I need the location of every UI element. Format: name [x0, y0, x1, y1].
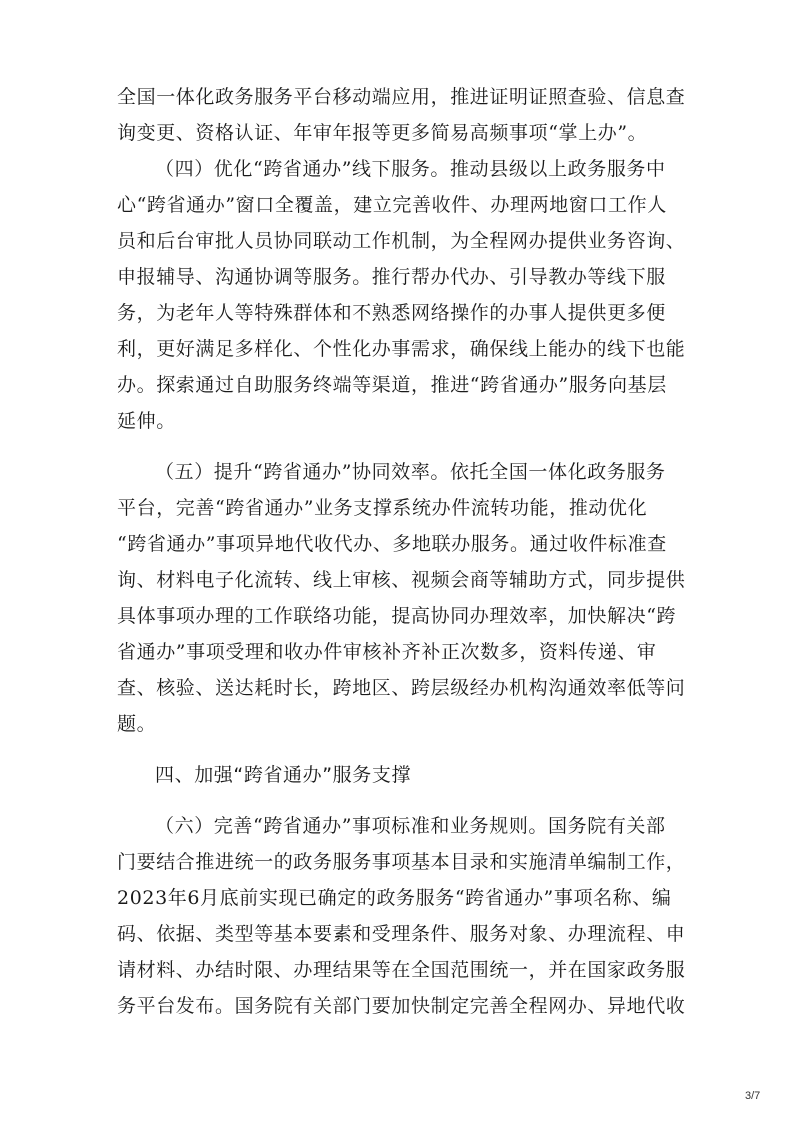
- body-line: 平台，完善“跨省通办”业务支撑系统办件流转功能，推动优化: [117, 497, 648, 519]
- body-line: 务，为老年人等特殊群体和不熟悉网络操作的办事人提供更多便: [117, 302, 666, 324]
- body-line: 心“跨省通办”窗口全覆盖，建立完善收件、办理两地窗口工作人: [117, 194, 667, 216]
- body-line: 员和后台审批人员协同联动工作机制，为全程网办提供业务咨询、: [117, 230, 686, 252]
- body-line: 请材料、办结时限、办理结果等在全国范围统一，并在国家政务服: [117, 959, 686, 981]
- body-line: 门要结合推进统一的政务服务事项基本目录和实施清单编制工作，: [117, 851, 686, 873]
- section-heading-4: （四）优化“跨省通办”线下服务。推动县级以上政务服务中: [155, 158, 666, 180]
- body-line: 务平台发布。国务院有关部门要加快制定完善全程网办、异地代收: [117, 995, 686, 1017]
- body-line: 询变更、资格认证、年审年报等更多简易高频事项“掌上办”。: [117, 122, 648, 144]
- body-line: 询、材料电子化流转、线上审核、视频会商等辅助方式，同步提供: [117, 569, 686, 591]
- body-line: 省通办”事项受理和收办件审核补齐补正次数多，资料传递、审: [117, 641, 657, 663]
- body-line: “跨省通办”事项异地代收代办、多地联办服务。通过收件标准查: [117, 533, 667, 555]
- body-line: 码、依据、类型等基本要素和受理条件、服务对象、办理流程、申: [117, 923, 686, 945]
- body-line: 申报辅导、沟通协调等服务。推行帮办代办、引导教办等线下服: [117, 266, 666, 288]
- body-line: 题。: [117, 713, 157, 735]
- body-line: 利，更好满足多样化、个性化办事需求，确保线上能办的线下也能: [117, 338, 686, 360]
- body-line: 具体事项办理的工作联络功能，提高协同办理效率，加快解决“跨: [117, 605, 677, 627]
- section-heading-5: （五）提升“跨省通办”协同效率。依托全国一体化政务服务: [155, 461, 666, 483]
- section-heading-6: （六）完善“跨省通办”事项标准和业务规则。国务院有关部: [155, 815, 666, 837]
- page-number: 3/7: [745, 1090, 761, 1102]
- body-line: 办。探索通过自助服务终端等渠道，推进“跨省通办”服务向基层: [117, 374, 667, 396]
- chapter-heading-4: 四、加强“跨省通办”服务支撑: [155, 764, 412, 786]
- body-line: 延伸。: [117, 410, 176, 432]
- body-line: 全国一体化政务服务平台移动端应用，推进证明证照查验、信息查: [117, 86, 686, 108]
- body-line: 2023年6月底前实现已确定的政务服务“跨省通办”事项名称、编: [117, 887, 672, 909]
- body-line: 查、核验、送达耗时长，跨地区、跨层级经办机构沟通效率低等问: [117, 677, 686, 699]
